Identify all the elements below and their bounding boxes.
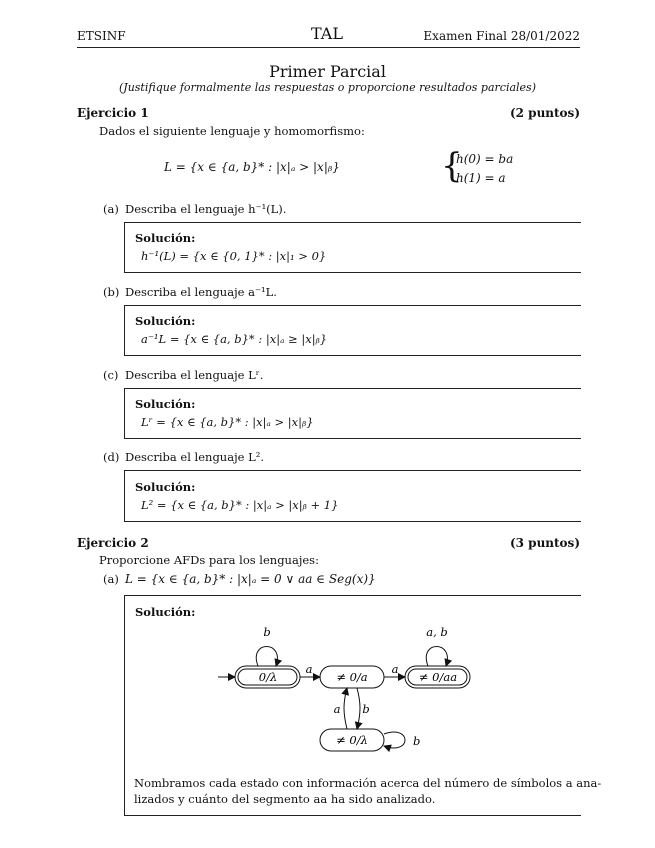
ej2-note-line1: Nombramos cada estado con información acerca del número de símbolos a ana- [134,776,602,790]
edge-q1-q2-label: a [391,662,399,676]
ej2-title: Ejercicio 2 [77,536,149,550]
edge-q1-q3 [357,688,360,729]
header-right: Examen Final 28/01/2022 [423,29,580,43]
state-q3-label: ≠ 0/λ [336,733,368,747]
solution-label: Solución: [135,397,196,411]
state-q1-label: ≠ 0/a [336,670,368,684]
part-subtitle: (Justifique formalmente las respuestas o proporcione resultados parciales) [119,81,536,94]
ej1-hom1: h(1) = a [456,171,506,185]
header-center: TAL [311,24,343,43]
ej1-item-d-text: Describa el lenguaje L². [125,450,264,464]
ej1-item-b-text: Describa el lenguaje a⁻¹L. [125,285,277,299]
ej1-item-b-label: (b) [103,285,120,299]
solution-label: Solución: [135,314,196,328]
ej1-item-d-label: (d) [103,450,120,464]
loop-q2 [426,647,447,667]
solution-math-a: h⁻¹(L) = {x ∈ {0, 1}* : |x|₁ > 0} [141,249,327,263]
edge-q3-q1 [344,688,347,729]
edge-q0-q1-label: a [305,662,313,676]
solution-math-c: Lʳ = {x ∈ {a, b}* : |x|ₐ > |x|ᵦ} [141,415,314,429]
solution-math-d: L² = {x ∈ {a, b}* : |x|ₐ > |x|ᵦ + 1} [141,498,339,512]
loop-q2-label: a, b [426,625,448,639]
edge-q3-q1-label: a [333,702,341,716]
ej1-item-a-text: Describa el lenguaje h⁻¹(L). [125,202,287,216]
ej1-title: Ejercicio 1 [77,106,149,120]
ej1-item-a-label: (a) [103,202,119,216]
solution-label: Solución: [135,480,196,494]
state-q0-label: 0/λ [258,670,278,684]
edge-q1-q3-label: b [362,702,370,716]
header-left: ETSINF [77,29,126,43]
ej2-intro: Proporcione AFDs para los lenguajes: [99,553,319,567]
ej2-note-line2: lizados y cuánto del segmento aa ha sido analizado. [134,792,436,806]
loop-q0-label: b [263,625,271,639]
ej1-points: (2 puntos) [509,106,580,120]
ej1-intro: Dados el siguiente lenguaje y homomorfismo: [99,124,365,138]
ej2-points: (3 puntos) [509,536,580,550]
ej1-language: L = {x ∈ {a, b}* : |x|ₐ > |x|ᵦ} [164,160,340,174]
ej1-hom-brace: { [441,146,463,186]
loop-q3-label: b [413,734,421,748]
loop-q0 [256,647,277,667]
ej2-item-a-text: L = {x ∈ {a, b}* : |x|ₐ = 0 ∨ aa ∈ Seg(x)} [125,572,376,586]
state-q2-label: ≠ 0/aa [418,670,458,684]
loop-q3 [384,732,405,748]
solution-label: Solución: [135,605,196,619]
solution-label: Solución: [135,231,196,245]
solution-math-b: a⁻¹L = {x ∈ {a, b}* : |x|ₐ ≥ |x|ᵦ} [141,332,328,346]
part-title: Primer Parcial [269,62,386,81]
ej1-item-c-label: (c) [103,368,119,382]
ej2-item-a-label: (a) [103,572,119,586]
ej1-hom0: h(0) = ba [456,152,514,166]
ej1-item-c-text: Describa el lenguaje Lʳ. [125,368,264,382]
